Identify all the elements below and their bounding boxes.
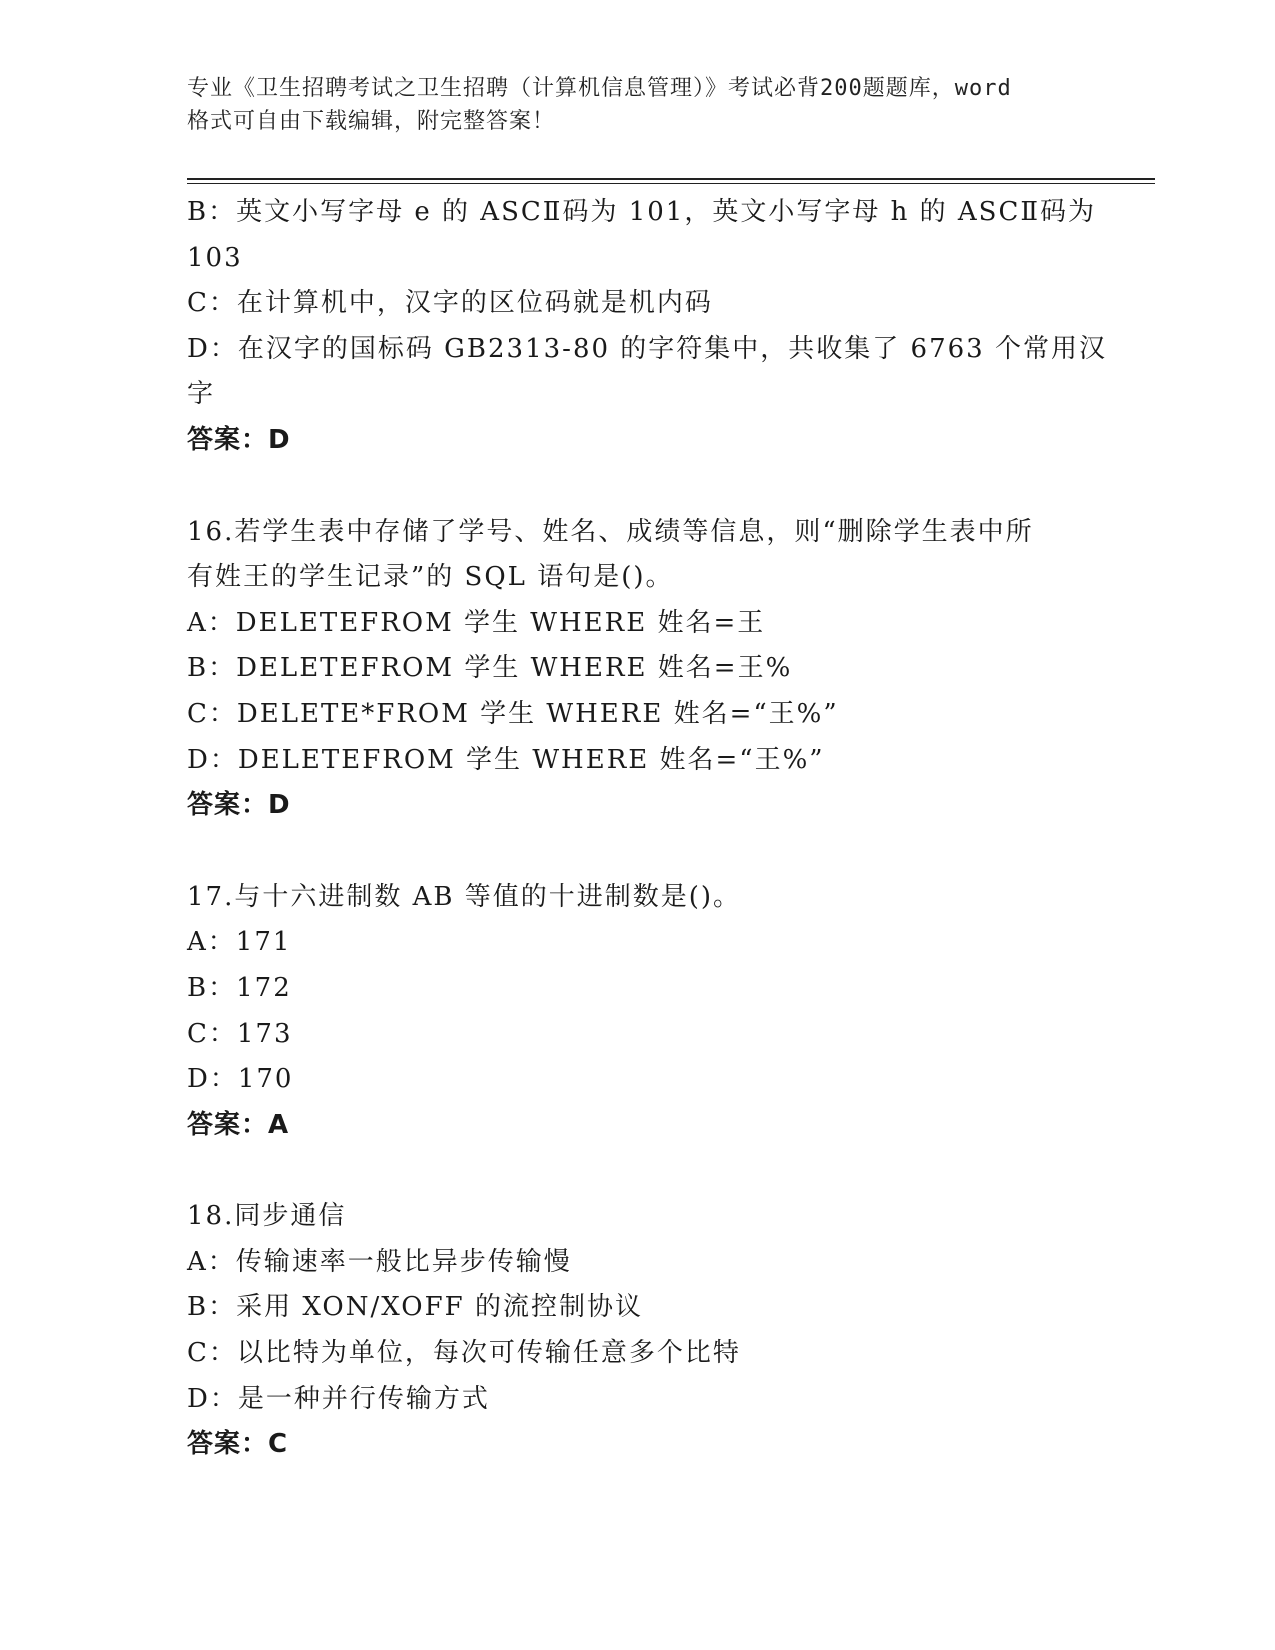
header-rule-thin <box>187 183 1155 184</box>
answer-line: 答案：C <box>187 1429 289 1460</box>
question-block-16 <box>187 510 1087 829</box>
answer-line: 答案：A <box>187 1109 290 1140</box>
question-block-18 <box>187 1194 1087 1468</box>
question-line: A：DELETEFROM 学生 WHERE 姓名=王 <box>187 607 766 638</box>
question-line: C：173 <box>187 1018 293 1049</box>
answer-line: 答案：D <box>187 790 291 821</box>
question-line: 有姓王的学生记录”的 SQL 语句是()。 <box>187 562 674 593</box>
header-rule-thick <box>187 178 1155 180</box>
question-line: D：170 <box>187 1064 294 1095</box>
question-block-17 <box>187 875 1087 1149</box>
header-line-1: 专业《卫生招聘考试之卫生招聘（计算机信息管理）》考试必背200题题库，word <box>187 76 1012 101</box>
question-line: B：DELETEFROM 学生 WHERE 姓名=王% <box>187 653 793 684</box>
question-line: A：171 <box>187 927 292 958</box>
question-line: 18.同步通信 <box>187 1201 347 1232</box>
block-gap <box>187 829 1087 875</box>
question-line: 16.若学生表中存储了学号、姓名、成绩等信息，则“删除学生表中所 <box>187 516 1034 547</box>
question-line: 17.与十六进制数 AB 等值的十进制数是()。 <box>187 881 742 912</box>
block-gap <box>187 1148 1087 1194</box>
question-content <box>187 190 1107 1468</box>
question-line: B：172 <box>187 972 292 1003</box>
header-line-2: 格式可自由下载编辑，附完整答案！ <box>187 109 556 134</box>
question-line: 103 <box>187 242 243 273</box>
question-line: D：是一种并行传输方式 <box>187 1383 490 1414</box>
question-line: 字 <box>187 379 216 410</box>
document-header <box>187 72 1087 138</box>
question-line: D：DELETEFROM 学生 WHERE 姓名=“王%” <box>187 744 825 775</box>
block-gap <box>187 464 1087 510</box>
question-block-15 <box>187 190 1107 464</box>
question-line: C：在计算机中，汉字的区位码就是机内码 <box>187 288 713 319</box>
question-line: D：在汉字的国标码 GB2313-80 的字符集中，共收集了 6763 个常用汉 <box>187 333 1107 364</box>
answer-line: 答案：D <box>187 424 291 455</box>
question-line: B：英文小写字母 e 的 ASCⅡ码为 101，英文小写字母 h 的 ASCⅡ码为 <box>187 197 1097 227</box>
question-line: C：DELETE*FROM 学生 WHERE 姓名=“王%” <box>187 698 839 729</box>
question-line: A：传输速率一般比异步传输慢 <box>187 1246 572 1277</box>
question-line: C：以比特为单位，每次可传输任意多个比特 <box>187 1338 741 1369</box>
question-line: B：采用 XON/XOFF 的流控制协议 <box>187 1292 643 1323</box>
